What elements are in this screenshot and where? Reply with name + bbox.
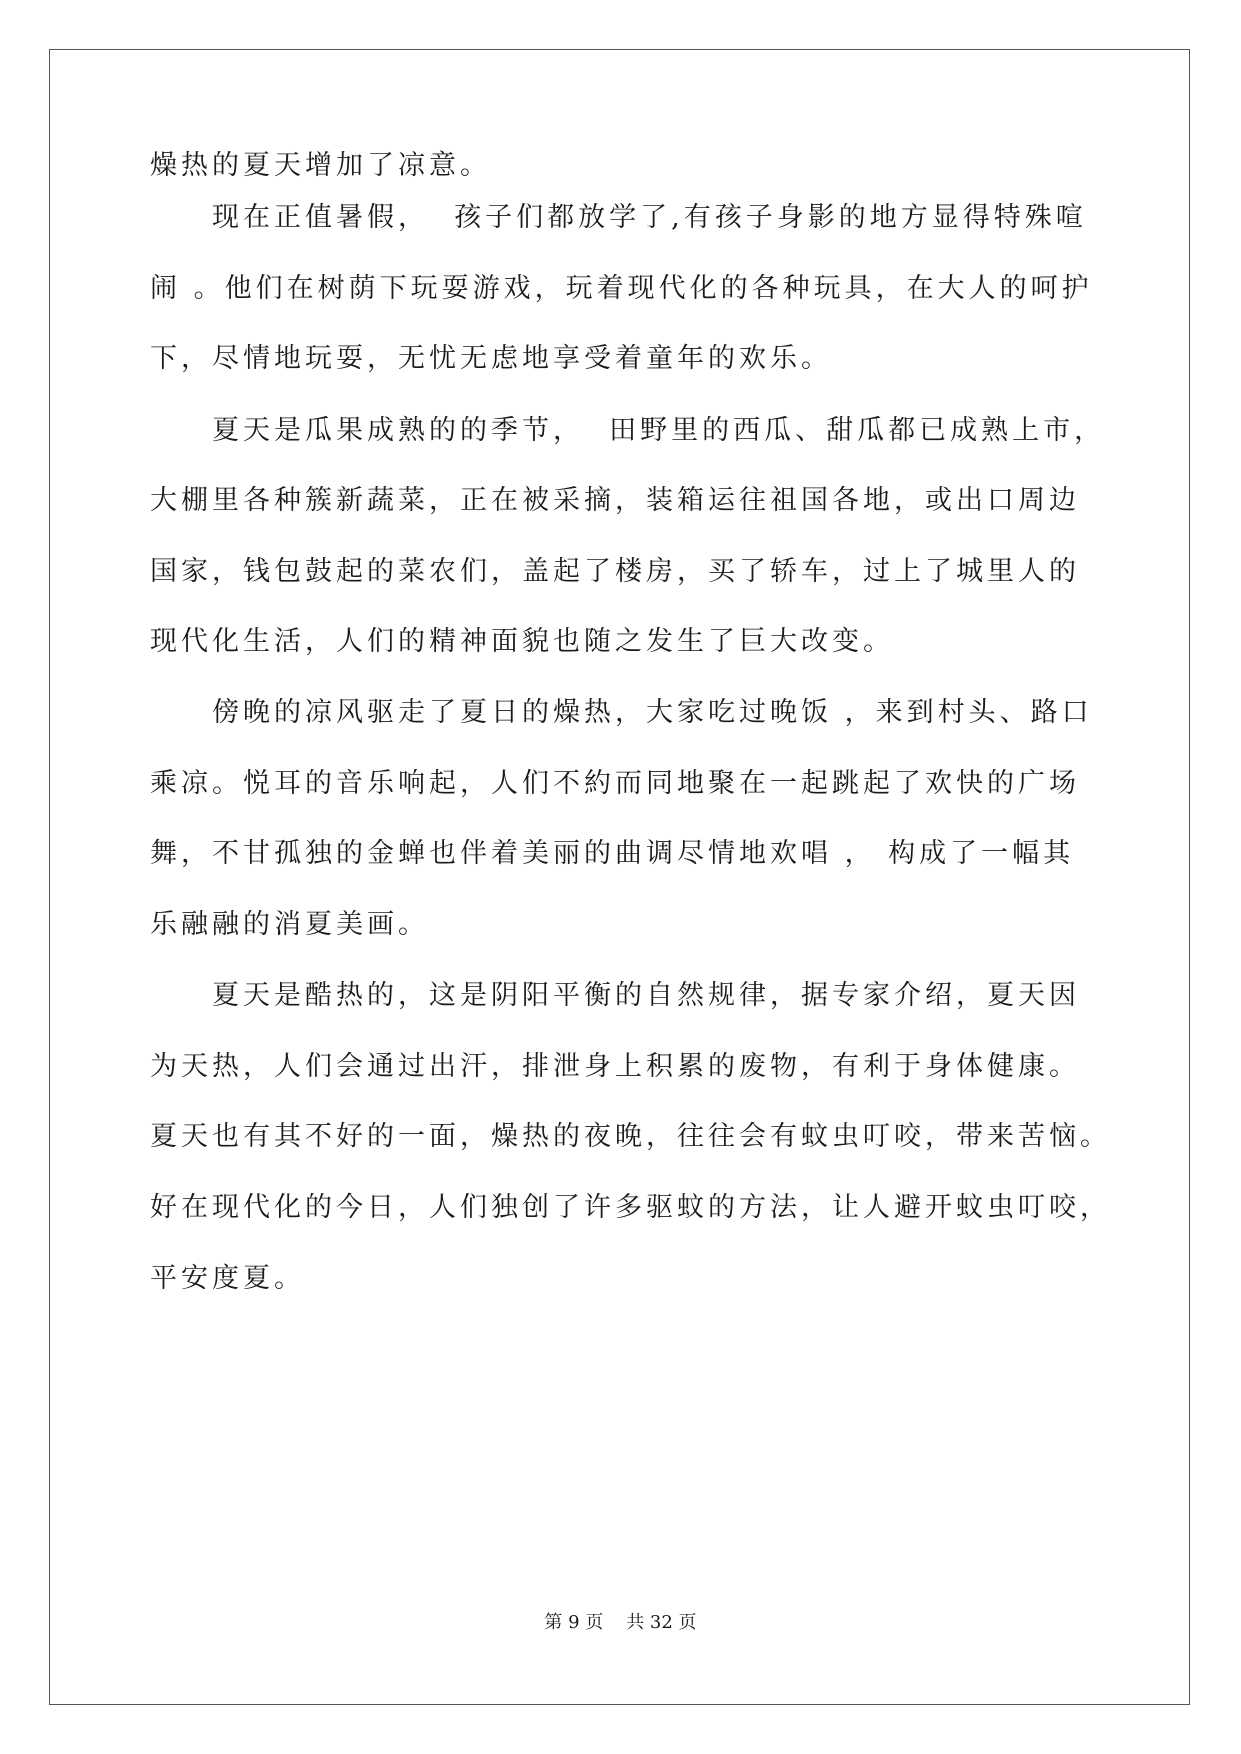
body-line: 乘凉。悦耳的音乐响起，人们不約而同地聚在一起跳起了欢快的广场	[150, 768, 1080, 799]
body-line: 好在现代化的今日，人们独创了许多驱蚊的方法，让人避开蚊虫叮咬，	[150, 1192, 1111, 1223]
body-line: 乐融融的消夏美画。	[150, 909, 429, 940]
body-line: 为天热，人们会通过出汗，排泄身上积累的废物，有利于身体健康。	[150, 1051, 1080, 1082]
body-line: 夏天也有其不好的一面，燥热的夜晚，往往会有蚊虫叮咬，带来苦恼。	[150, 1121, 1111, 1152]
body-line: 舞，不甘孤独的金蝉也伴着美丽的曲调尽情地欢唱 ， 构成了一幅其	[150, 838, 1075, 869]
body-line: 大棚里各种簇新蔬菜，正在被采摘，装箱运往祖国各地，或出口周边	[150, 485, 1080, 516]
body-line: 现代化生活，人们的精神面貌也随之发生了巨大改变。	[150, 626, 894, 657]
body-line: 夏天是瓜果成熟的的季节， 田野里的西瓜、甜瓜都已成熟上市，	[212, 415, 1106, 446]
body-line: 燥热的夏天增加了凉意。	[150, 150, 491, 181]
body-line: 傍晚的凉风驱走了夏日的燥热，大家吃过晚饭 ，来到村头、路口	[212, 697, 1093, 728]
body-line: 国家，钱包鼓起的菜农们，盖起了楼房，买了轿车，过上了城里人的	[150, 556, 1080, 587]
body-line: 现在正值暑假， 孩子们都放学了,有孩子身影的地方显得特殊喧	[212, 202, 1087, 233]
body-line: 夏天是酷热的，这是阴阳平衡的自然规律，据专家介绍，夏天因	[212, 980, 1080, 1011]
body-line: 平安度夏。	[150, 1263, 305, 1294]
body-line: 闹 。他们在树荫下玩耍游戏，玩着现代化的各种玩具，在大人的呵护	[150, 273, 1093, 304]
body-line: 下，尽情地玩耍，无忧无虑地享受着童年的欢乐。	[150, 343, 832, 374]
page-number: 第 9 页 共 32 页	[544, 1612, 697, 1633]
